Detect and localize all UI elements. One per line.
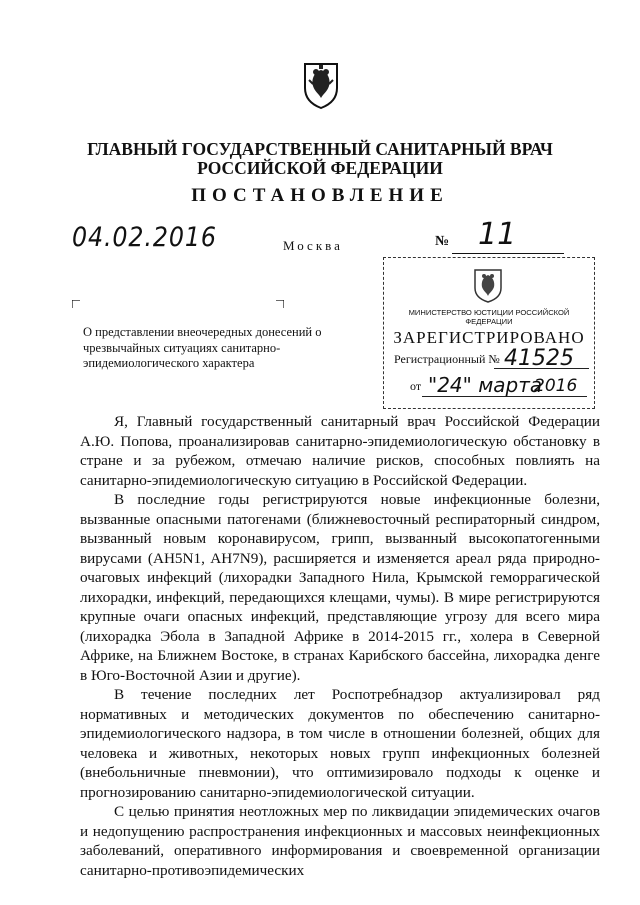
handwritten-number: 11 bbox=[478, 217, 517, 252]
body-paragraph: В течение последних лет Роспотребнадзор актуализировал ряд нормативных и методических документов по обеспечению санитарно-эпидемиологического надзора, в том числе в отношении болезней, общих для человека и животных, некоторых новых групп инфекционных болезней (внебольничные пневмонии), что оптимизировало подходы к оценке и прогнозированию санитарно-эпидемиологической ситуации. bbox=[80, 686, 600, 801]
stamp-registration-number: 41525 bbox=[504, 346, 574, 371]
document-subject: О представлении внеочередных донесений о чрезвычайных ситуациях санитарно-эпидемиологического характера bbox=[83, 325, 322, 371]
stamp-number-label: Регистрационный № bbox=[394, 352, 500, 366]
document-title: ПОСТАНОВЛЕНИЕ bbox=[191, 185, 449, 206]
body-paragraph: С целью принятия неотложных мер по ликвидации эпидемических очагов и недопущению распространения инфекционных и массовых неинфекционных заболеваний, оперативного информирования и своевременной организации санитарно-противоэпидемических bbox=[80, 803, 600, 879]
issuer-line-1: ГЛАВНЫЙ ГОСУДАРСТВЕННЫЙ САНИТАРНЫЙ ВРАЧ bbox=[87, 139, 553, 159]
city: Москва bbox=[283, 238, 343, 253]
stamp-status: ЗАРЕГИСТРИРОВАНО bbox=[393, 328, 585, 347]
number-underline bbox=[452, 253, 564, 254]
stamp-date-prefix: от bbox=[410, 379, 422, 393]
left-corner-bracket bbox=[72, 300, 80, 308]
stamp-organization: МИНИСТЕРСТВО ЮСТИЦИИ РОССИЙСКОЙ ФЕДЕРАЦИИ bbox=[408, 308, 570, 326]
registration-stamp bbox=[383, 257, 595, 409]
body-paragraph: В последние годы регистрируются новые инфекционные болезни, вызванные опасными патогенами (ближневосточный респираторный синдром, вызванный новым коронавирусом, грипп, вызванный высокопатогенными вирусами (AH5N1, AH7N9), расширяется и изменяется ареал ряда природно-очаговых инфекций (лихорадки Западного Нила, Крымской геморрагической лихорадки, инфекций, передающихся клещами, чумы). В мире регистрируются крупные очаги опасных инфекций, представляющие угрозу для всего мира (лихорадка Эбола в Западной Африке в 2014-2015 гг., холера в Северной Африке, на Ближнем Востоке, в странах Карибского бассейна, лихорадка денге в Юго-Восточной Азии и другие). bbox=[80, 491, 600, 684]
number-sign: № bbox=[435, 234, 450, 249]
right-corner-bracket bbox=[276, 300, 284, 308]
coat-of-arms-icon bbox=[301, 58, 341, 110]
handwritten-date: 04.02.2016 bbox=[72, 222, 217, 253]
issuer-line-2: РОССИЙСКОЙ ФЕДЕРАЦИИ bbox=[197, 158, 443, 178]
document-body bbox=[80, 412, 600, 880]
stamp-registration-year: 2016 bbox=[534, 376, 578, 396]
stamp-registration-date: "24" марта bbox=[428, 373, 543, 397]
stamp-emblem-icon bbox=[472, 266, 504, 304]
body-paragraph: Я, Главный государственный санитарный врач Российской Федерации А.Ю. Попова, проанализировав санитарно-эпидемиологическую обстановку в стране и за рубежом, отмечаю наличие рисков, способных повлиять на санитарно-эпидемиологическую ситуацию в Российской Федерации. bbox=[80, 413, 600, 489]
